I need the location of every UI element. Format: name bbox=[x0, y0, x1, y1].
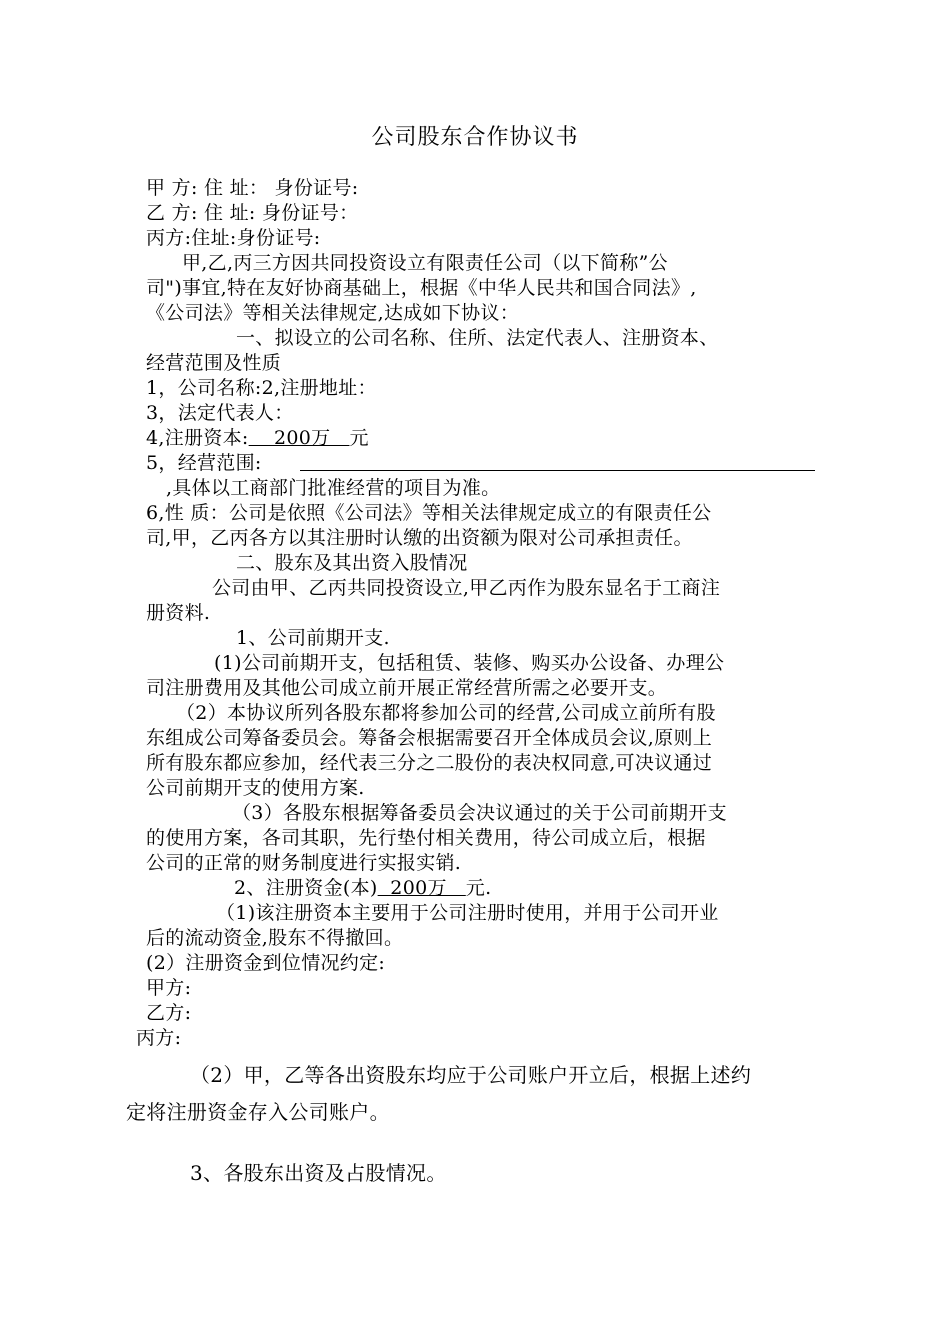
item-legal-rep: 3，法定代表人： bbox=[146, 402, 294, 424]
party-c-capital: 丙方: bbox=[136, 1027, 182, 1049]
sub1-p2-line-2: 东组成公司筹备委员会。筹备会根据需要召开全体成员会议,原则上 bbox=[146, 727, 713, 749]
item-nature-1: 6,性 质：公司是依照《公司法》等相关法律规定成立的有限责任公 bbox=[146, 502, 712, 524]
business-scope-tail: ,具体以工商部门批准经营的项目为准。 bbox=[166, 477, 501, 499]
document-title: 公司股东合作协议书 bbox=[371, 125, 579, 150]
intro-line-2: 司")事宜,特在友好协商基础上，根据《中华人民共和国合同法》, bbox=[146, 277, 697, 299]
sub1-heading: 1、公司前期开支. bbox=[236, 627, 390, 649]
section1-heading-cont: 经营范围及性质 bbox=[146, 352, 282, 374]
sub1-p2-line-4: 公司前期开支的使用方案. bbox=[146, 777, 365, 799]
sub1-p1-line-1: (1)公司前期开支，包括租赁、装修、购买办公设备、办理公 bbox=[214, 652, 725, 674]
party-a-capital: 甲方: bbox=[146, 977, 192, 999]
capital-unit: 元 bbox=[349, 427, 369, 449]
section2-para-2: 册资料. bbox=[146, 602, 211, 624]
party-c-line: 丙方:住址:身份证号: bbox=[146, 227, 321, 249]
sub1-p3-line-3: 公司的正常的财务制度进行实报实销. bbox=[146, 852, 462, 874]
sub2-unit: 元. bbox=[465, 877, 492, 899]
item-company-name: 1，公司名称:2,注册地址： bbox=[146, 377, 377, 399]
sub2-p1-line-2: 后的流动资金,股东不得撤回。 bbox=[146, 927, 404, 949]
section1-heading: 一、拟设立的公司名称、住所、法定代表人、注册资本、 bbox=[236, 327, 719, 349]
sub2-p3-line-1: （2）甲，乙等各出资股东均应于公司账户开立后，根据上述约 bbox=[190, 1063, 752, 1087]
section2-para-1: 公司由甲、乙丙共同投资设立,甲乙丙作为股东显名于工商注 bbox=[212, 577, 721, 599]
party-b-capital: 乙方: bbox=[146, 1002, 192, 1024]
item-registered-capital bbox=[146, 426, 369, 450]
party-b-line: 乙 方: 住 址: 身份证号： bbox=[146, 202, 359, 224]
section2-heading: 二、股东及其出资入股情况 bbox=[236, 552, 468, 574]
business-scope-blank bbox=[300, 470, 815, 471]
intro-line-3: 《公司法》等相关法律规定,达成如下协议： bbox=[146, 302, 520, 324]
sub2-p3-line-2: 定将注册资金存入公司账户。 bbox=[126, 1100, 390, 1124]
sub3-heading: 3、各股东出资及占股情况。 bbox=[190, 1161, 447, 1185]
capital-label: 4,注册资本: bbox=[146, 427, 249, 449]
sub1-p3-line-2: 的使用方案，各司其职，先行垫付相关费用，待公司成立后，根据 bbox=[146, 827, 706, 849]
capital-amount: 200万 bbox=[248, 427, 350, 449]
sub2-p2-line: (2）注册资金到位情况约定: bbox=[146, 952, 386, 974]
sub2-p1-line-1: （1)该注册资本主要用于公司注册时使用，并用于公司开业 bbox=[216, 902, 719, 924]
item-nature-2: 司,甲，乙丙各方以其注册时认缴的出资额为限对公司承担责任。 bbox=[146, 527, 693, 549]
sub2-heading bbox=[234, 876, 491, 900]
sub1-p2-line-3: 所有股东都应参加，经代表三分之二股份的表决权同意,可决议通过 bbox=[146, 752, 713, 774]
sub1-p1-line-2: 司注册费用及其他公司成立前开展正常经营所需之必要开支。 bbox=[146, 677, 668, 699]
intro-line-1: 甲,乙,丙三方因共同投资设立有限责任公司（以下简称”公 bbox=[182, 252, 668, 274]
item-business-scope: 5，经营范围: bbox=[146, 452, 262, 474]
sub2-amount: 200万 bbox=[377, 877, 466, 899]
sub1-p3-line-1: （3）各股东根据筹备委员会决议通过的关于公司前期开支 bbox=[232, 802, 727, 824]
sub1-p2-line-1: （2）本协议所列各股东都将参加公司的经营,公司成立前所有股 bbox=[176, 702, 716, 724]
sub2-label: 2、注册资金(本) bbox=[234, 877, 378, 899]
party-a-line: 甲 方: 住 址： 身份证号: bbox=[146, 177, 359, 199]
